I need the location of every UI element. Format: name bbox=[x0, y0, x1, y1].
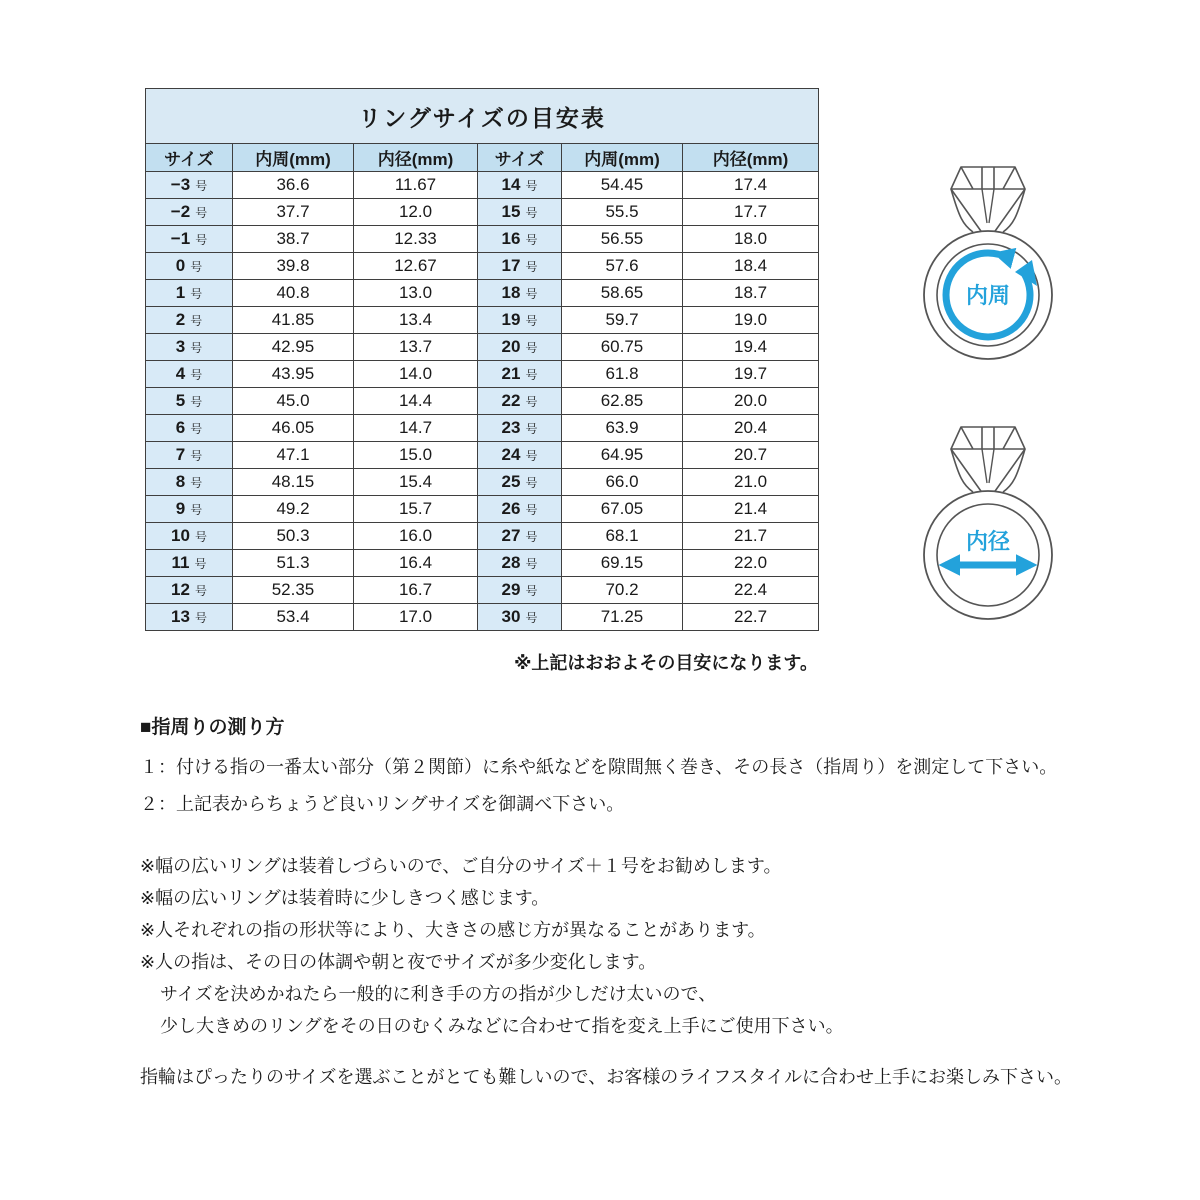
value-cell: 67.05 bbox=[562, 496, 683, 523]
value-cell: 18.4 bbox=[683, 253, 819, 280]
table-row bbox=[146, 442, 819, 469]
value-cell: 22.4 bbox=[683, 577, 819, 604]
value-cell: 52.35 bbox=[233, 577, 354, 604]
value-cell: 68.1 bbox=[562, 523, 683, 550]
size-cell: 22 号 bbox=[478, 388, 562, 415]
size-cell: 0 号 bbox=[146, 253, 233, 280]
value-cell: 12.67 bbox=[354, 253, 478, 280]
size-cell: −3 号 bbox=[146, 172, 233, 199]
value-cell: 12.33 bbox=[354, 226, 478, 253]
column-header: 内周(mm) bbox=[562, 144, 683, 172]
howto-note: ※人それぞれの指の形状等により、大きさの感じ方が異なることがあります。 bbox=[140, 920, 766, 940]
value-cell: 55.5 bbox=[562, 199, 683, 226]
size-cell: 30 号 bbox=[478, 604, 562, 631]
value-cell: 43.95 bbox=[233, 361, 354, 388]
value-cell: 21.0 bbox=[683, 469, 819, 496]
size-cell: 12 号 bbox=[146, 577, 233, 604]
value-cell: 12.0 bbox=[354, 199, 478, 226]
table-row bbox=[146, 172, 819, 199]
value-cell: 42.95 bbox=[233, 334, 354, 361]
value-cell: 53.4 bbox=[233, 604, 354, 631]
size-cell: 14 号 bbox=[478, 172, 562, 199]
closing-line: 指輪はぴったりのサイズを選ぶことがとても難しいので、お客様のライフスタイルに合わせ上手にお楽しみ下さい。 bbox=[140, 1067, 1073, 1087]
howto-step: １：付ける指の一番太い部分（第２関節）に糸や紙などを隙間無く巻き、その長さ（指周り）を測定して下さい。 bbox=[140, 757, 1058, 777]
howto-notes bbox=[140, 850, 844, 1042]
table-row bbox=[146, 226, 819, 253]
size-cell: 23 号 bbox=[478, 415, 562, 442]
value-cell: 19.0 bbox=[683, 307, 819, 334]
size-cell: 21 号 bbox=[478, 361, 562, 388]
value-cell: 21.4 bbox=[683, 496, 819, 523]
value-cell: 17.0 bbox=[354, 604, 478, 631]
value-cell: 22.7 bbox=[683, 604, 819, 631]
value-cell: 61.8 bbox=[562, 361, 683, 388]
table-row bbox=[146, 469, 819, 496]
value-cell: 18.0 bbox=[683, 226, 819, 253]
column-header: 内周(mm) bbox=[233, 144, 354, 172]
value-cell: 49.2 bbox=[233, 496, 354, 523]
table-row bbox=[146, 307, 819, 334]
value-cell: 56.55 bbox=[562, 226, 683, 253]
size-cell: 15 号 bbox=[478, 199, 562, 226]
howto-heading: ■指周りの測り方 bbox=[140, 717, 285, 738]
size-cell: 7 号 bbox=[146, 442, 233, 469]
circumference-label: 内周 bbox=[965, 283, 1011, 308]
size-cell: 20 号 bbox=[478, 334, 562, 361]
table-title-row bbox=[146, 89, 819, 144]
column-header: サイズ bbox=[146, 144, 233, 172]
howto-steps bbox=[140, 749, 1057, 823]
value-cell: 46.05 bbox=[233, 415, 354, 442]
value-cell: 36.6 bbox=[233, 172, 354, 199]
column-header: サイズ bbox=[478, 144, 562, 172]
value-cell: 71.25 bbox=[562, 604, 683, 631]
table-row bbox=[146, 523, 819, 550]
value-cell: 64.95 bbox=[562, 442, 683, 469]
value-cell: 70.2 bbox=[562, 577, 683, 604]
value-cell: 22.0 bbox=[683, 550, 819, 577]
size-cell: 10 号 bbox=[146, 523, 233, 550]
size-cell: 1 号 bbox=[146, 280, 233, 307]
column-header: 内径(mm) bbox=[354, 144, 478, 172]
size-cell: 19 号 bbox=[478, 307, 562, 334]
ring-illustration-circumference bbox=[903, 155, 1073, 370]
value-cell: 16.7 bbox=[354, 577, 478, 604]
value-cell: 66.0 bbox=[562, 469, 683, 496]
size-cell: 6 号 bbox=[146, 415, 233, 442]
value-cell: 41.85 bbox=[233, 307, 354, 334]
column-header: 内径(mm) bbox=[683, 144, 819, 172]
value-cell: 58.65 bbox=[562, 280, 683, 307]
value-cell: 15.4 bbox=[354, 469, 478, 496]
table-row bbox=[146, 361, 819, 388]
table-footnote: ※上記はおおよその目安になります。 bbox=[513, 653, 818, 673]
size-cell: 13 号 bbox=[146, 604, 233, 631]
value-cell: 15.0 bbox=[354, 442, 478, 469]
size-cell: 16 号 bbox=[478, 226, 562, 253]
size-cell: 25 号 bbox=[478, 469, 562, 496]
value-cell: 11.67 bbox=[354, 172, 478, 199]
value-cell: 57.6 bbox=[562, 253, 683, 280]
size-cell: −2 号 bbox=[146, 199, 233, 226]
table-row bbox=[146, 496, 819, 523]
howto-note: ※幅の広いリングは装着しづらいので、ご自分のサイズ＋１号をお勧めします。 bbox=[140, 856, 782, 876]
value-cell: 20.7 bbox=[683, 442, 819, 469]
value-cell: 39.8 bbox=[233, 253, 354, 280]
howto-note: ※人の指は、その日の体調や朝と夜でサイズが多少変化します。 bbox=[140, 952, 657, 972]
value-cell: 13.4 bbox=[354, 307, 478, 334]
value-cell: 54.45 bbox=[562, 172, 683, 199]
size-cell: 27 号 bbox=[478, 523, 562, 550]
diamond-icon bbox=[951, 427, 1025, 501]
value-cell: 38.7 bbox=[233, 226, 354, 253]
value-cell: 19.7 bbox=[683, 361, 819, 388]
value-cell: 69.15 bbox=[562, 550, 683, 577]
table-row bbox=[146, 199, 819, 226]
howto-note: 少し大きめのリングをその日のむくみなどに合わせて指を変え上手にご使用下さい。 bbox=[160, 1016, 844, 1036]
size-cell: 11 号 bbox=[146, 550, 233, 577]
value-cell: 40.8 bbox=[233, 280, 354, 307]
size-cell: 17 号 bbox=[478, 253, 562, 280]
value-cell: 16.4 bbox=[354, 550, 478, 577]
value-cell: 13.7 bbox=[354, 334, 478, 361]
value-cell: 37.7 bbox=[233, 199, 354, 226]
value-cell: 60.75 bbox=[562, 334, 683, 361]
value-cell: 59.7 bbox=[562, 307, 683, 334]
table-row bbox=[146, 280, 819, 307]
value-cell: 50.3 bbox=[233, 523, 354, 550]
size-cell: 26 号 bbox=[478, 496, 562, 523]
size-cell: −1 号 bbox=[146, 226, 233, 253]
value-cell: 19.4 bbox=[683, 334, 819, 361]
value-cell: 18.7 bbox=[683, 280, 819, 307]
value-cell: 13.0 bbox=[354, 280, 478, 307]
table-row bbox=[146, 415, 819, 442]
table-row bbox=[146, 388, 819, 415]
table-row bbox=[146, 604, 819, 631]
size-cell: 29 号 bbox=[478, 577, 562, 604]
size-cell: 18 号 bbox=[478, 280, 562, 307]
value-cell: 14.0 bbox=[354, 361, 478, 388]
value-cell: 14.7 bbox=[354, 415, 478, 442]
value-cell: 21.7 bbox=[683, 523, 819, 550]
ring-size-table bbox=[145, 88, 818, 631]
howto-note: サイズを決めかねたら一般的に利き手の方の指が少しだけ太いので、 bbox=[160, 984, 717, 1004]
diamond-icon bbox=[951, 167, 1025, 241]
value-cell: 51.3 bbox=[233, 550, 354, 577]
value-cell: 17.4 bbox=[683, 172, 819, 199]
size-cell: 2 号 bbox=[146, 307, 233, 334]
value-cell: 20.0 bbox=[683, 388, 819, 415]
size-cell: 4 号 bbox=[146, 361, 233, 388]
value-cell: 15.7 bbox=[354, 496, 478, 523]
value-cell: 17.7 bbox=[683, 199, 819, 226]
howto-note: ※幅の広いリングは装着時に少しきつく感じます。 bbox=[140, 888, 550, 908]
table-row bbox=[146, 577, 819, 604]
value-cell: 20.4 bbox=[683, 415, 819, 442]
table-header-row bbox=[146, 144, 819, 172]
diameter-label: 内径 bbox=[965, 529, 1011, 554]
size-cell: 28 号 bbox=[478, 550, 562, 577]
table-title: リングサイズの目安表 bbox=[146, 89, 819, 144]
value-cell: 14.4 bbox=[354, 388, 478, 415]
howto-step: ２：上記表からちょうど良いリングサイズを御調べ下さい。 bbox=[140, 794, 625, 814]
value-cell: 62.85 bbox=[562, 388, 683, 415]
ring-illustration-diameter bbox=[903, 415, 1073, 630]
table-row bbox=[146, 334, 819, 361]
table-row bbox=[146, 550, 819, 577]
table-row bbox=[146, 253, 819, 280]
size-cell: 24 号 bbox=[478, 442, 562, 469]
size-cell: 9 号 bbox=[146, 496, 233, 523]
value-cell: 48.15 bbox=[233, 469, 354, 496]
value-cell: 16.0 bbox=[354, 523, 478, 550]
size-cell: 8 号 bbox=[146, 469, 233, 496]
value-cell: 47.1 bbox=[233, 442, 354, 469]
value-cell: 63.9 bbox=[562, 415, 683, 442]
size-cell: 5 号 bbox=[146, 388, 233, 415]
value-cell: 45.0 bbox=[233, 388, 354, 415]
size-cell: 3 号 bbox=[146, 334, 233, 361]
